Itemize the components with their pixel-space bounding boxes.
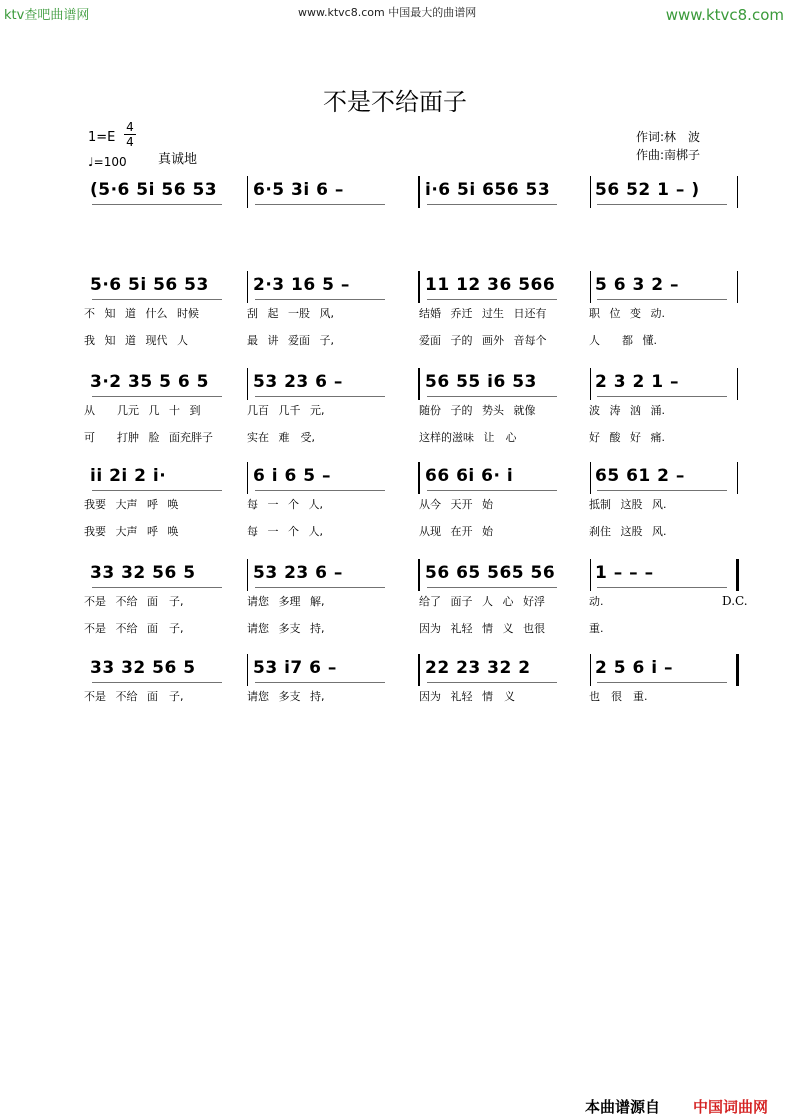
lyric-line: 不 知 道 什么 时候 [84,307,199,320]
footer-source-label: 本曲谱源自 [585,1098,661,1116]
bar-line [418,462,420,494]
composer-credit: 作曲:南梆子 [636,148,701,162]
lyric-line: 可 打肿 脸 面充胖子 [84,431,213,444]
notation-segment: 2·3 16 5 – [253,275,350,295]
lyric-line: 随份 子的 势头 就像 [419,404,536,417]
bar-line [590,654,591,686]
notation-segment: 56 52 1 – ) [595,180,700,200]
time-signature [124,120,136,149]
beat-underline [92,587,222,588]
bar-line [247,462,248,494]
notation-segment: ii 2i 2 i· [90,466,167,486]
beat-underline [597,587,727,588]
beat-underline [427,587,557,588]
bar-line [418,654,420,686]
lyric-line: 不是 不给 面 子, [84,595,184,608]
notation-segment: 53 23 6 – [253,563,343,583]
dc-marking: D.C. [722,594,748,608]
beat-underline [255,299,385,300]
notation-segment: 53 i7 6 – [253,658,337,678]
bar-line [737,368,738,400]
beat-underline [255,396,385,397]
notation-segment: 1 – – – [595,563,654,583]
bar-line [590,462,591,494]
bar-line [418,176,420,208]
lyric-line: 结婚 乔迁 过生 日还有 [419,307,547,320]
bar-line [247,176,248,208]
bar-line [247,559,248,591]
beat-underline [597,682,727,683]
notation-segment: 66 6i 6· i [425,466,514,486]
beat-underline [427,490,557,491]
notation-segment: 11 12 36 566 [425,275,556,295]
lyric-line: 因为 礼轻 情 义 也很 [419,622,545,635]
notation-segment: 5 6 3 2 – [595,275,679,295]
lyric-line: 我要 大声 呼 唤 [84,525,179,538]
notation-segment: 53 23 6 – [253,372,343,392]
lyric-line: 给了 面子 人 心 好浮 [419,595,545,608]
lyric-line: 职 位 变 动. [589,307,665,320]
lyric-line: 实在 难 受, [247,431,315,444]
key-signature: 1=E [88,130,116,145]
lyric-line: 动. [589,595,604,608]
beat-underline [427,396,557,397]
footer-site-name: 中国词曲网 [693,1098,769,1116]
bar-line [418,559,420,591]
song-title: 不是不给面子 [323,88,467,116]
final-bar-line [736,559,739,591]
beat-underline [92,682,222,683]
lyric-line: 抵制 这股 风. [589,498,667,511]
notation-segment: 22 23 32 2 [425,658,531,678]
bar-line [247,271,248,303]
notation-segment: 5·6 5i 56 53 [90,275,209,295]
lyric-line: 不是 不给 面 子, [84,690,184,703]
lyric-line: 波 涛 汹 涌. [589,404,665,417]
lyric-line: 几百 几千 元, [247,404,325,417]
lyric-line: 不是 不给 面 子, [84,622,184,635]
lyric-line: 每 一 个 人, [247,498,323,511]
bar-line [737,271,738,303]
beat-underline [92,396,222,397]
lyric-line: 因为 礼轻 情 义 [419,690,515,703]
lyric-line: 我 知 道 现代 人 [84,334,188,347]
bar-line [590,368,591,400]
bar-line [737,462,738,494]
lyric-line: 刮 起 一股 风, [247,307,334,320]
lyric-line: 这样的滋味 让 心 [419,431,517,444]
beat-underline [255,587,385,588]
beat-underline [597,204,727,205]
time-signature-bottom: 4 [124,134,136,149]
lyric-line: 重. [589,622,604,635]
bar-line [247,654,248,686]
lyric-line: 从 几元 几 十 到 [84,404,201,417]
expression-marking: 真诚地 [158,152,198,167]
beat-underline [92,204,222,205]
notation-segment: 6 i 6 5 – [253,466,331,486]
beat-underline [597,299,727,300]
site-url-center: www.ktvc8.com 中国最大的曲谱网 [298,6,477,19]
beat-underline [427,299,557,300]
notation-segment: 33 32 56 5 [90,563,196,583]
bar-line [247,368,248,400]
site-url-right: www.ktvc8.com [665,6,784,24]
notation-segment: 65 61 2 – [595,466,685,486]
lyric-line: 从今 天开 始 [419,498,493,511]
notation-segment: 3·2 35 5 6 5 [90,372,209,392]
lyric-line: 最 讲 爱面 子, [247,334,334,347]
beat-underline [255,682,385,683]
tempo-marking: ♩=100 [88,155,127,169]
beat-underline [255,204,385,205]
final-bar-line [736,654,739,686]
beat-underline [427,204,557,205]
lyricist-credit: 作词:林 波 [636,130,701,144]
beat-underline [255,490,385,491]
bar-line [737,176,738,208]
lyric-line: 也 很 重. [589,690,648,703]
lyric-line: 请您 多理 解, [247,595,325,608]
lyric-line: 人 都 懂. [589,334,657,347]
notation-segment: (5·6 5i 56 53 [90,180,218,200]
bar-line [590,559,591,591]
lyric-line: 请您 多支 持, [247,690,325,703]
bar-line [418,271,420,303]
beat-underline [92,299,222,300]
lyric-line: 每 一 个 人, [247,525,323,538]
notation-segment: 6·5 3i 6 – [253,180,344,200]
bar-line [590,271,591,303]
notation-segment: 2 3 2 1 – [595,372,679,392]
notation-segment: 56 55 i6 53 [425,372,537,392]
bar-line [418,368,420,400]
lyric-line: 好 酸 好 痛. [589,431,665,444]
notation-segment: 2 5 6 i – [595,658,673,678]
time-signature-top: 4 [126,120,134,134]
beat-underline [597,490,727,491]
beat-underline [427,682,557,683]
beat-underline [597,396,727,397]
notation-segment: i·6 5i 656 53 [425,180,551,200]
notation-segment: 56 65 565 56 [425,563,556,583]
beat-underline [92,490,222,491]
site-name-left: ktv查吧曲谱网 [4,8,90,23]
lyric-line: 我要 大声 呼 唤 [84,498,179,511]
lyric-line: 从现 在开 始 [419,525,493,538]
bar-line [590,176,591,208]
lyric-line: 刹住 这股 风. [589,525,667,538]
lyric-line: 请您 多支 持, [247,622,325,635]
lyric-line: 爱面 子的 画外 音每个 [419,334,547,347]
notation-segment: 33 32 56 5 [90,658,196,678]
